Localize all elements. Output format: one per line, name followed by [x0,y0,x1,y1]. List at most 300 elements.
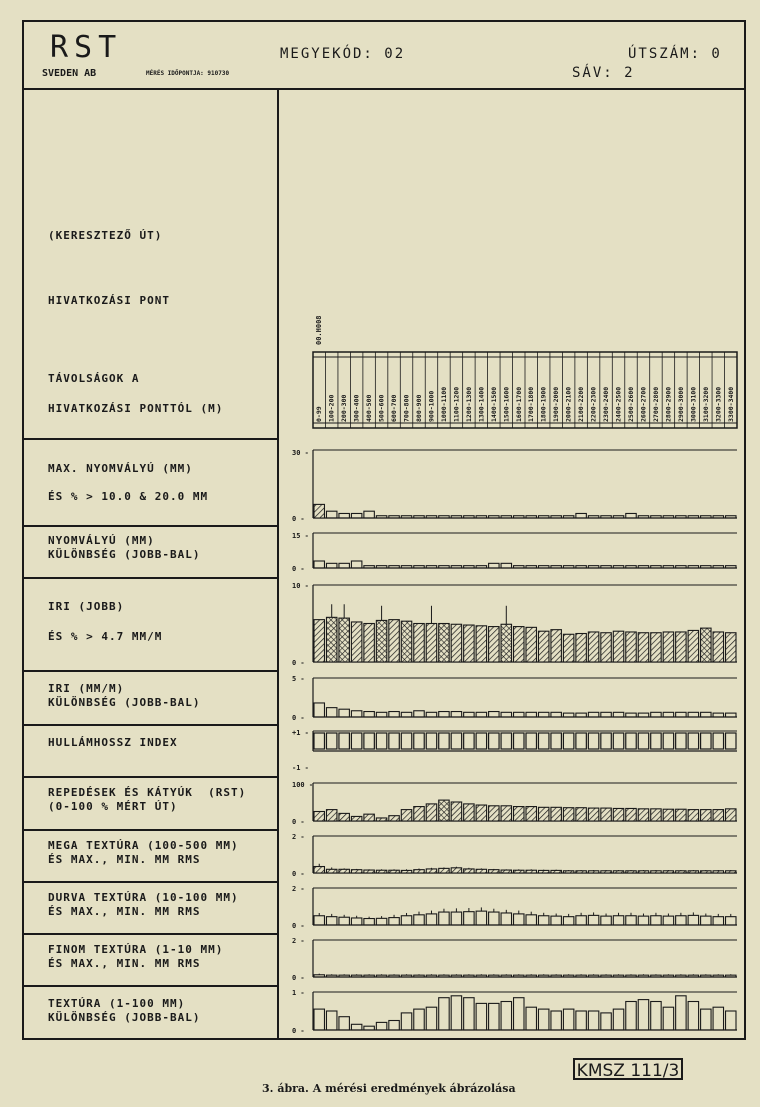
texture_diff-bar [726,1011,736,1030]
rut_diff-bar [638,566,648,568]
rut_diff-bar [326,563,336,568]
mega_texture-bar [376,870,386,873]
fine_texture-bar [414,975,424,977]
fine_texture-bar [651,975,661,977]
coarse_texture-bar [613,916,623,925]
wavelength-bar [389,733,399,749]
coarse_texture-bar [451,912,461,925]
wavelength-bar [588,733,598,749]
cracks-bar [351,816,361,821]
rut_diff-bar [376,566,386,568]
wavelength-bar [551,733,561,749]
max_rut-bar [476,516,486,518]
fine_texture-bar [326,975,336,977]
texture_diff-bar [414,1009,424,1030]
max_rut-bar [726,516,736,518]
coarse_texture-bar [514,914,524,925]
mega_texture-bar [489,870,499,873]
coarse_texture-bar [626,916,636,925]
texture_diff-bar [613,1009,623,1030]
cracks-bar [464,804,474,821]
coarse-texture-label: DURVA TEXTÚRA (10-100 MM) [48,891,239,904]
mega_texture-bar [588,871,598,873]
fine_texture-bar [476,975,486,977]
texture_diff-bar [588,1011,598,1030]
wavelength-bar [351,733,361,749]
fine_texture-bar [551,975,561,977]
max_rut-bar [401,516,411,518]
iri_diff-bar [401,712,411,717]
distance-tick-label: 1400-1500 [489,386,498,422]
wavelength-bar [514,733,524,749]
mega_texture-bar [401,870,411,873]
rut_diff-bar [389,566,399,568]
coarse_texture-ymax-label: 2 - [292,885,305,893]
cracks-bar [563,808,573,821]
texture_diff-bar [326,1011,336,1030]
max_rut-bar [676,516,686,518]
mega_texture-bar [514,870,524,873]
coarse_texture-bar [376,918,386,925]
reference-point-label: HIVATKOZÁSI PONT [48,294,170,307]
lane-number: SÁV: 2 [572,65,635,81]
max_rut-bar [651,516,661,518]
rut_diff-bar [538,566,548,568]
fine_texture-bar [501,975,511,977]
coarse_texture-bar [439,912,449,925]
texture_diff-bar [713,1007,723,1030]
coarse_texture-bar [638,916,648,925]
coarse_texture-bar [389,918,399,925]
rut_diff-bar [451,566,461,568]
mega_texture-ymin-label: 0 - [292,870,305,878]
iri_diff-ymax-label: 5 - [292,675,305,683]
max_rut-bar [638,516,648,518]
distance-tick-label: 1800-1900 [539,386,548,422]
cracks-bar [601,808,611,821]
max-rut-sublabel: ÉS % > 10.0 & 20.0 MM [48,490,209,503]
fine_texture-bar [538,975,548,977]
distance-tick-label: 400-500 [365,394,374,422]
distance-tick-label: 1700-1800 [527,386,536,422]
iri_diff-bar [414,711,424,717]
distance-tick-label: 300-400 [352,394,361,422]
iri_diff-bar [526,712,536,717]
rut_diff-bar [626,566,636,568]
figure-badge: KMSZ 111/3 [573,1058,683,1080]
fine_texture-bar [339,975,349,977]
fine_texture-bar [376,975,386,977]
coarse_texture-bar [651,916,661,925]
texture_diff-bar [526,1007,536,1030]
texture_diff-bar [501,1002,511,1031]
distance-tick-label: 100-200 [327,394,336,422]
coarse_texture-bar [401,916,411,925]
distance-tick-label: 700-800 [402,394,411,422]
iri-right-label: IRI (JOBB) [48,600,125,613]
distance-tick-label: 1500-1600 [502,386,511,422]
wavelength-bar [576,733,586,749]
coarse_texture-bar [364,919,374,925]
iri_diff-bar [501,712,511,717]
max_rut-bar [351,513,361,518]
coarse_texture-bar [426,914,436,925]
mega_texture-bar [563,871,573,873]
wavelength-bar [613,733,623,749]
iri_right-bar [314,620,324,662]
coarse_texture-bar [551,916,561,925]
cracks-bar [414,807,424,821]
texture_diff-bar [376,1022,386,1030]
coarse_texture-bar [563,917,573,925]
iri_diff-ymin-label: 0 - [292,714,305,722]
wavelength-bar [676,733,686,749]
rut-diff-label: NYOMVÁLYÚ (MM) [48,534,155,547]
mega_texture-bar [663,871,673,873]
texture_diff-bar [439,998,449,1030]
rut-diff-sublabel: KÜLÖNBSÉG (JOBB-BAL) [48,548,201,561]
fine_texture-bar [676,975,686,977]
rut_diff-bar [701,566,711,568]
iri_right-bar [339,618,349,662]
fine_texture-bar [364,975,374,977]
cracks-bar [439,800,449,821]
iri_diff-bar [688,712,698,717]
fine_texture-bar [613,975,623,977]
rut_diff-bar [464,566,474,568]
texture-diff-label: TEXTÚRA (1-100 MM) [48,997,186,1010]
cracks-ymax-label: 100 - [292,781,314,789]
max_rut-bar [538,516,548,518]
cracks-bar [476,805,486,821]
distance-tick-label: 2600-2700 [639,386,648,422]
texture_diff-bar [563,1009,573,1030]
max_rut-bar [451,516,461,518]
distance-tick-label: 1100-1200 [452,386,461,422]
wavelength-bar [464,733,474,749]
coarse_texture-bar [676,916,686,925]
distance-tick-label: 2200-2300 [589,386,598,422]
texture_diff-bar [426,1007,436,1030]
cracks-bar [651,809,661,821]
iri_right-bar [351,622,361,662]
coarse_texture-bar [464,912,474,925]
mega_texture-bar [476,869,486,873]
fine_texture-bar [726,975,736,977]
iri_right-bar [426,624,436,663]
iri_diff-bar [439,712,449,717]
rut_diff-bar [726,566,736,568]
mega-texture-label: MEGA TEXTÚRA (100-500 MM) [48,839,239,852]
cracks-ymin-label: 0 - [292,818,305,826]
distance-tick-label: 1900-2000 [552,386,561,422]
mega_texture-bar [464,869,474,873]
fine_texture-bar [439,975,449,977]
wavelength-bar [663,733,673,749]
mega_texture-bar [701,871,711,873]
coarse_texture-bar [538,916,548,925]
fine_texture-bar [576,975,586,977]
texture_diff-bar [663,1007,673,1030]
iri_diff-bar [376,712,386,717]
coarse_texture-bar [489,912,499,925]
iri_diff-bar [613,712,623,717]
distance-tick-label: 900-1000 [427,390,436,422]
texture_diff-bar [538,1009,548,1030]
distance-tick-label: 500-600 [377,394,386,422]
fine_texture-bar [701,975,711,977]
iri-diff-label: IRI (MM/M) [48,682,125,695]
rst-logo: RST [50,30,123,65]
rut_diff-bar [364,566,374,568]
iri_right-bar [401,621,411,662]
fine-texture-label: FINOM TEXTÚRA (1-10 MM) [48,943,224,956]
distance-tick-label: 600-700 [390,394,399,422]
figure-caption: 3. ábra. A mérési eredmények ábrázolása [262,1082,516,1095]
distance-tick-label: 1000-1100 [439,386,448,422]
iri_right-ymin-label: 0 - [292,659,305,667]
fine_texture-bar [401,975,411,977]
iri_diff-bar [514,712,524,717]
rut_diff-bar [713,566,723,568]
distance-tick-label: 1600-1700 [514,386,523,422]
max_rut-bar [663,516,673,518]
fine_texture-bar [514,975,524,977]
iri_diff-bar [676,712,686,717]
rut_diff-bar [351,561,361,568]
wavelength-label: HULLÁMHOSSZ INDEX [48,736,178,749]
max_rut-bar [713,516,723,518]
texture_diff-bar [464,998,474,1030]
texture_diff-bar [626,1002,636,1031]
texture_diff-bar [401,1013,411,1030]
fine_texture-bar [351,975,361,977]
coarse_texture-bar [351,918,361,925]
iri_right-bar [676,632,686,662]
mega_texture-bar [389,870,399,873]
max_rut-ymin-label: 0 - [292,515,305,523]
coarse-texture-sublabel: ÉS MAX., MIN. MM RMS [48,905,201,918]
texture_diff-bar [688,1002,698,1031]
wavelength-bar [489,733,499,749]
rut_diff-bar [426,566,436,568]
distance-tick-label: 200-300 [340,394,349,422]
iri_diff-bar [326,708,336,717]
iri_right-bar [713,632,723,662]
mega-texture-sublabel: ÉS MAX., MIN. MM RMS [48,853,201,866]
max_rut-bar [551,516,561,518]
distance-tick-label: 2800-2900 [664,386,673,422]
fine_texture-bar [626,975,636,977]
mega_texture-bar [638,871,648,873]
wavelength-bar [713,733,723,749]
iri_diff-bar [339,709,349,717]
iri_right-bar [376,620,386,662]
texture-diff-sublabel: KÜLÖNBSÉG (JOBB-BAL) [48,1011,201,1024]
coarse_texture-bar [414,915,424,925]
iri_diff-bar [538,712,548,717]
reference-point-value: 00.H008 [315,315,323,345]
cracks-bar [401,810,411,821]
max_rut-bar [464,516,474,518]
iri_diff-bar [364,712,374,717]
distance-tick-label: 2900-3000 [676,386,685,422]
iri_right-bar [526,627,536,662]
wavelength-ymax-label: +1 - [292,729,309,737]
wavelength-bar [439,733,449,749]
iri-right-sublabel: ÉS % > 4.7 MM/M [48,630,163,643]
iri_right-bar [613,631,623,662]
max_rut-bar [563,516,573,518]
texture_diff-bar [551,1011,561,1030]
texture_diff-bar [489,1003,499,1030]
wavelength-bar [376,733,386,749]
fine_texture-bar [601,975,611,977]
cracks-bar [713,810,723,821]
mega_texture-bar [726,871,736,873]
wavelength-bar [326,733,336,749]
cracks-bar [514,807,524,821]
wavelength-bar [538,733,548,749]
iri_right-bar [414,624,424,663]
distance-tick-label: 3100-3200 [701,386,710,422]
iri_right-bar [326,617,336,662]
iri_diff-bar [588,712,598,717]
max_rut-bar [376,516,386,518]
mega_texture-bar [351,870,361,873]
rut_diff-bar [514,566,524,568]
fine-texture-sublabel: ÉS MAX., MIN. MM RMS [48,957,201,970]
max_rut-bar [688,516,698,518]
texture_diff-ymax-label: 1 - [292,989,305,997]
iri_right-bar [588,632,598,662]
texture_diff-bar [651,1002,661,1031]
coarse_texture-bar [588,915,598,925]
wavelength-bar [601,733,611,749]
distance-tick-label: 1300-1400 [477,386,486,422]
max_rut-bar [514,516,524,518]
max_rut-bar [439,516,449,518]
iri_right-bar [638,633,648,662]
max_rut-bar [389,516,399,518]
wavelength-ymin-label: -1 - [292,764,309,772]
distance-tick-label: 2400-2500 [614,386,623,422]
distance-tick-label: 2100-2200 [577,386,586,422]
rut_diff-bar [676,566,686,568]
max_rut-bar [588,516,598,518]
iri_diff-bar [489,712,499,717]
coarse_texture-bar [601,916,611,925]
coarse_texture-bar [701,916,711,925]
texture_diff-bar [601,1013,611,1030]
wavelength-bar [651,733,661,749]
iri_right-bar [464,625,474,662]
max_rut-bar [339,513,349,518]
mega_texture-bar [314,867,324,873]
coarse_texture-bar [726,917,736,925]
iri_right-bar [489,627,499,662]
wavelength-bar [563,733,573,749]
mega_texture-bar [613,871,623,873]
coarse_texture-bar [713,917,723,925]
iri_right-bar [451,624,461,662]
mega_texture-bar [326,869,336,873]
cracks-bar [663,809,673,821]
iri_diff-bar [451,712,461,717]
coarse_texture-bar [501,913,511,925]
texture_diff-bar [314,1009,324,1030]
wavelength-bar [501,733,511,749]
iri_right-bar [389,620,399,662]
iri_right-bar [576,634,586,662]
max-rut-label: MAX. NYOMVÁLYÚ (MM) [48,462,193,475]
fine_texture-bar [489,975,499,977]
wavelength-bar [426,733,436,749]
texture_diff-bar [339,1017,349,1030]
cracks-bar [551,807,561,821]
cracks-label: REPEDÉSEK ÉS KÁTYÚK (RST) [48,786,247,799]
iri_right-bar [651,633,661,662]
iri_diff-bar [389,712,399,717]
iri_diff-bar [464,712,474,717]
rut_diff-bar [651,566,661,568]
iri_right-bar [626,632,636,662]
max_rut-ymax-label: 30 - [292,449,309,457]
rut_diff-bar [613,566,623,568]
iri_diff-bar [663,712,673,717]
distance-tick-label: 0-99 [315,406,324,422]
wavelength-bar [401,733,411,749]
cracks-bar [726,809,736,821]
cracks-bar [676,809,686,821]
wavelength-bar [726,733,736,749]
max_rut-bar [326,511,336,518]
wavelength-bar [688,733,698,749]
fine_texture-bar [526,975,536,977]
wavelength-bar [339,733,349,749]
mega_texture-bar [713,871,723,873]
mega_texture-bar [676,871,686,873]
rut_diff-bar [476,566,486,568]
cracks-bar [688,810,698,821]
coarse_texture-bar [476,911,486,925]
rut_diff-bar [339,563,349,568]
fine_texture-bar [464,975,474,977]
company-name: SVEDEN AB [42,68,97,79]
rut_diff-bar [439,566,449,568]
fine_texture-bar [588,975,598,977]
iri_right-bar [514,627,524,662]
fine_texture-bar [426,975,436,977]
max_rut-bar [501,516,511,518]
wavelength-bar [451,733,461,749]
iri_right-ymax-label: 10 - [292,582,309,590]
distance-tick-label: 3300-3400 [726,386,735,422]
iri_diff-bar [351,711,361,717]
iri-diff-sublabel: KÜLÖNBSÉG (JOBB-BAL) [48,696,201,709]
cracks-bar [376,818,386,821]
wavelength-bar [638,733,648,749]
texture_diff-bar [451,996,461,1030]
max_rut-bar [364,511,374,518]
iri_diff-bar [551,712,561,717]
iri_right-bar [364,624,374,663]
cracks-bar [389,816,399,821]
iri_right-bar [688,630,698,662]
mega_texture-bar [526,870,536,873]
max_rut-bar [613,516,623,518]
max_rut-bar [576,513,586,518]
